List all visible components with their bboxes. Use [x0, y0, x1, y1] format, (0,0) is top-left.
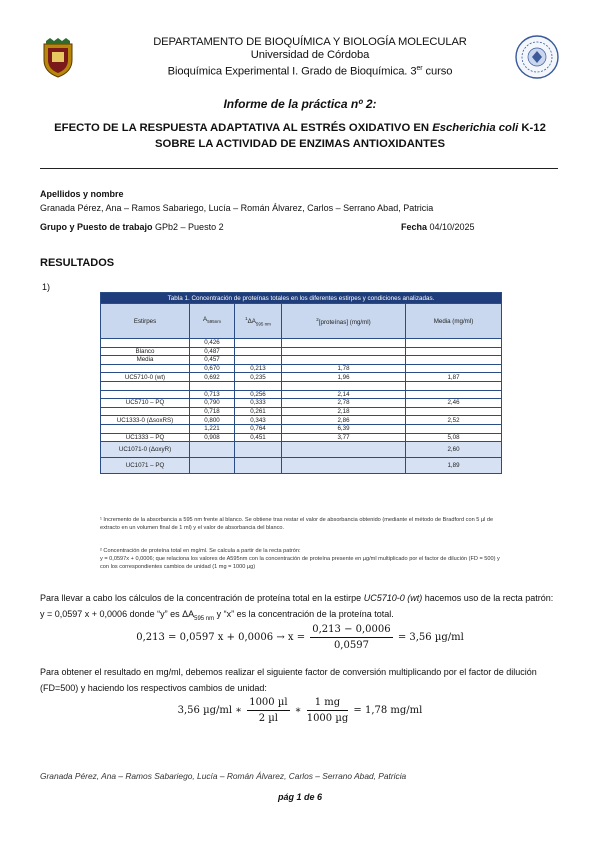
cell-media: 1,89 — [406, 458, 502, 474]
cell-prot: 2,86 — [282, 416, 406, 425]
table-row — [101, 373, 502, 382]
cell-da: 0,343 — [235, 416, 282, 425]
cell-a: 0,790 — [190, 399, 235, 408]
table-row — [101, 433, 502, 442]
cell-label: UC1071-0 (ΔoxyR) — [101, 442, 190, 458]
course-name: Bioquímica Experimental I. Grado de Bioquímica. 3er curso — [167, 65, 453, 78]
col-header-protein: $^2$[proteínas] (mg/ml) — [282, 304, 406, 339]
calc-paragraph-2: Para obtener el resultado en mg/ml, debemos realizar el siguiente factor de conversión multiplicando por el factor de dilución (FD=500) y haciendo los respectivos cambios de unidad: — [40, 667, 537, 693]
cell-da — [235, 356, 282, 365]
table-note-1: ¹ Incremento de la absorbancia a 595 nm frente al blanco. Se obtiene tras restar el valor de absorbancia obtenido (mediante el método de Bradford con 5 µl de extracto en un volumen final de 1 ml) y el valor de absorbancia del blanco. — [100, 517, 494, 531]
protein-table — [100, 292, 502, 474]
cell-a: 1,221 — [190, 424, 235, 433]
table-row — [101, 416, 502, 425]
cell-a: 0,800 — [190, 416, 235, 425]
cell-media — [406, 407, 502, 416]
cell-da — [235, 339, 282, 348]
table-row — [101, 364, 502, 373]
cell-empty — [190, 442, 235, 458]
cell-label — [101, 407, 190, 416]
cell-media — [406, 364, 502, 373]
cell-label — [101, 339, 190, 348]
table-row — [101, 347, 502, 356]
cell-prot: 2,14 — [282, 390, 406, 399]
cell-media — [406, 339, 502, 348]
footer-authors: Granada Pérez, Ana – Ramos Sabariego, Lucía – Román Álvarez, Carlos – Serrano Abad, Patricia — [40, 771, 407, 781]
cell-media — [406, 347, 502, 356]
equation-2: 3,56 µg/ml ∗ $\frac{\text{1000 µl}}{\text{2 µl}}$ ∗ $\frac{1 mg}{\text{1000 µg}}$ = 1,78 mg/ml — [177, 697, 423, 724]
cell-label: Media — [101, 356, 190, 365]
authors-value: Granada Pérez, Ana – Ramos Sabariego, Lucía – Román Álvarez, Carlos – Serrano Abad, Patricia — [40, 203, 434, 213]
group-field: Grupo y Puesto de trabajo GPb2 – Puesto 2 — [40, 222, 224, 232]
cell-da: 0,213 — [235, 364, 282, 373]
cell-label — [101, 424, 190, 433]
cell-label: UC1333-0 (ΔsoxRS) — [101, 416, 190, 425]
table-row — [101, 399, 502, 408]
cell-empty — [190, 458, 235, 474]
cell-da: 0,764 — [235, 424, 282, 433]
cell-da — [235, 347, 282, 356]
table-body — [101, 339, 502, 442]
seal-icon — [514, 34, 560, 80]
cell-a: 0,692 — [190, 373, 235, 382]
cell-media — [406, 424, 502, 433]
cell-media: 5,08 — [406, 433, 502, 442]
cell-a: 0,713 — [190, 390, 235, 399]
crest-icon — [40, 38, 76, 78]
page-number: pág 1 de 6 — [277, 792, 322, 802]
cell-prot: 2,18 — [282, 407, 406, 416]
col-header-delta-absorbance: $^1\Delta A_{595 nm}$ — [235, 304, 282, 339]
cell-a: 0,426 — [190, 339, 235, 348]
cell-prot: 3,77 — [282, 433, 406, 442]
cell-media: 2,46 — [406, 399, 502, 408]
table-row — [101, 424, 502, 433]
cell-media — [406, 356, 502, 365]
cell-media — [406, 381, 502, 390]
cell-prot: 6,39 — [282, 424, 406, 433]
university-crest-logo — [40, 38, 76, 78]
cell-media — [406, 390, 502, 399]
table-shaded-body — [101, 442, 502, 474]
report-heading: Informe de la práctica nº 2: — [223, 97, 377, 111]
cell-empty — [235, 442, 282, 458]
cell-label: UC5710 – PQ — [101, 399, 190, 408]
cell-da — [235, 381, 282, 390]
cell-da: 0,256 — [235, 390, 282, 399]
equation-1: 0,213 = 0,0597 x + 0,0006 → x = $\frac{0,213 - 0,0006}{0,0597}$ = 3,56 µg/ml — [136, 624, 464, 651]
cell-media: 1,87 — [406, 373, 502, 382]
cell-media: 2,52 — [406, 416, 502, 425]
table-row-shaded — [101, 458, 502, 474]
cell-empty — [235, 458, 282, 474]
cell-a: 0,487 — [190, 347, 235, 356]
table-note-2: ² Concentración de proteína total en mg/ml. Se calcula a partir de la recta patrón: — [100, 548, 301, 554]
table-row — [101, 381, 502, 390]
cell-prot: 2,78 — [282, 399, 406, 408]
cell-prot: 1,78 — [282, 364, 406, 373]
col-header-media: Media (mg/ml) — [406, 304, 502, 339]
col-header-absorbance: $A_{595nm}$ — [190, 304, 235, 339]
cell-prot — [282, 381, 406, 390]
col-header-estirpes: Estirpes — [101, 304, 190, 339]
cell-a: 0,670 — [190, 364, 235, 373]
cell-da: 0,451 — [235, 433, 282, 442]
report-title: EFECTO DE LA RESPUESTA ADAPTATIVA AL ESTRÉS OXIDATIVO EN Escherichia coli K-12 SOBRE LA ACTIVIDAD DE ENZIMAS ANTIOXIDANTES — [54, 122, 546, 150]
cell-label — [101, 390, 190, 399]
cell-label: UC1333 – PQ — [101, 433, 190, 442]
table-row — [101, 390, 502, 399]
table-row-shaded — [101, 442, 502, 458]
table-row — [101, 339, 502, 348]
cell-prot — [282, 356, 406, 365]
table-row — [101, 356, 502, 365]
calc-paragraph-1: Para llevar a cabo los cálculos de la concentración de proteína total en la estirpe UC5710-0 (wt) hacemos uso de la recta patrón: y = 0,0597 x + 0,0006 donde “y” es $\Delta A_{595 nm}$ y “x” es la concentración de la proteína total. — [40, 593, 554, 622]
cell-label: UC5710-0 (wt) — [101, 373, 190, 382]
cell-empty — [282, 442, 406, 458]
university-name: Universidad de Córdoba — [250, 49, 370, 61]
section-title: RESULTADOS — [40, 257, 115, 269]
item-number: 1) — [42, 282, 51, 292]
table-note-3: y = 0,0597x + 0,0006; que relaciona los valores de A595nm con la concentración de proteína presente en µg/ml multiplicado por el factor de dilución (FD = 500) y con los correspondientes cambios de unidad (1 mg = 1000 µg) — [100, 556, 500, 570]
date-field: Fecha 04/10/2025 — [401, 222, 475, 232]
cell-label — [101, 364, 190, 373]
cell-da: 0,261 — [235, 407, 282, 416]
cell-da: 0,235 — [235, 373, 282, 382]
cell-label: UC1071 – PQ — [101, 458, 190, 474]
cell-a — [190, 381, 235, 390]
department-name: DEPARTAMENTO DE BIOQUÍMICA Y BIOLOGÍA MOLECULAR — [153, 36, 467, 48]
university-seal-logo — [514, 34, 560, 80]
cell-prot — [282, 339, 406, 348]
table-row — [101, 407, 502, 416]
cell-label: Blanco — [101, 347, 190, 356]
cell-da: 0,333 — [235, 399, 282, 408]
cell-a: 0,457 — [190, 356, 235, 365]
cell-a: 0,908 — [190, 433, 235, 442]
cell-a: 0,718 — [190, 407, 235, 416]
cell-label — [101, 381, 190, 390]
cell-media: 2,60 — [406, 442, 502, 458]
cell-prot: 1,96 — [282, 373, 406, 382]
cell-prot — [282, 347, 406, 356]
divider — [40, 168, 558, 169]
table-caption: Tabla 1. Concentración de proteínas totales en los diferentes estirpes y condiciones analizadas. — [101, 293, 502, 304]
authors-label: Apellidos y nombre — [40, 189, 124, 199]
cell-empty — [282, 458, 406, 474]
